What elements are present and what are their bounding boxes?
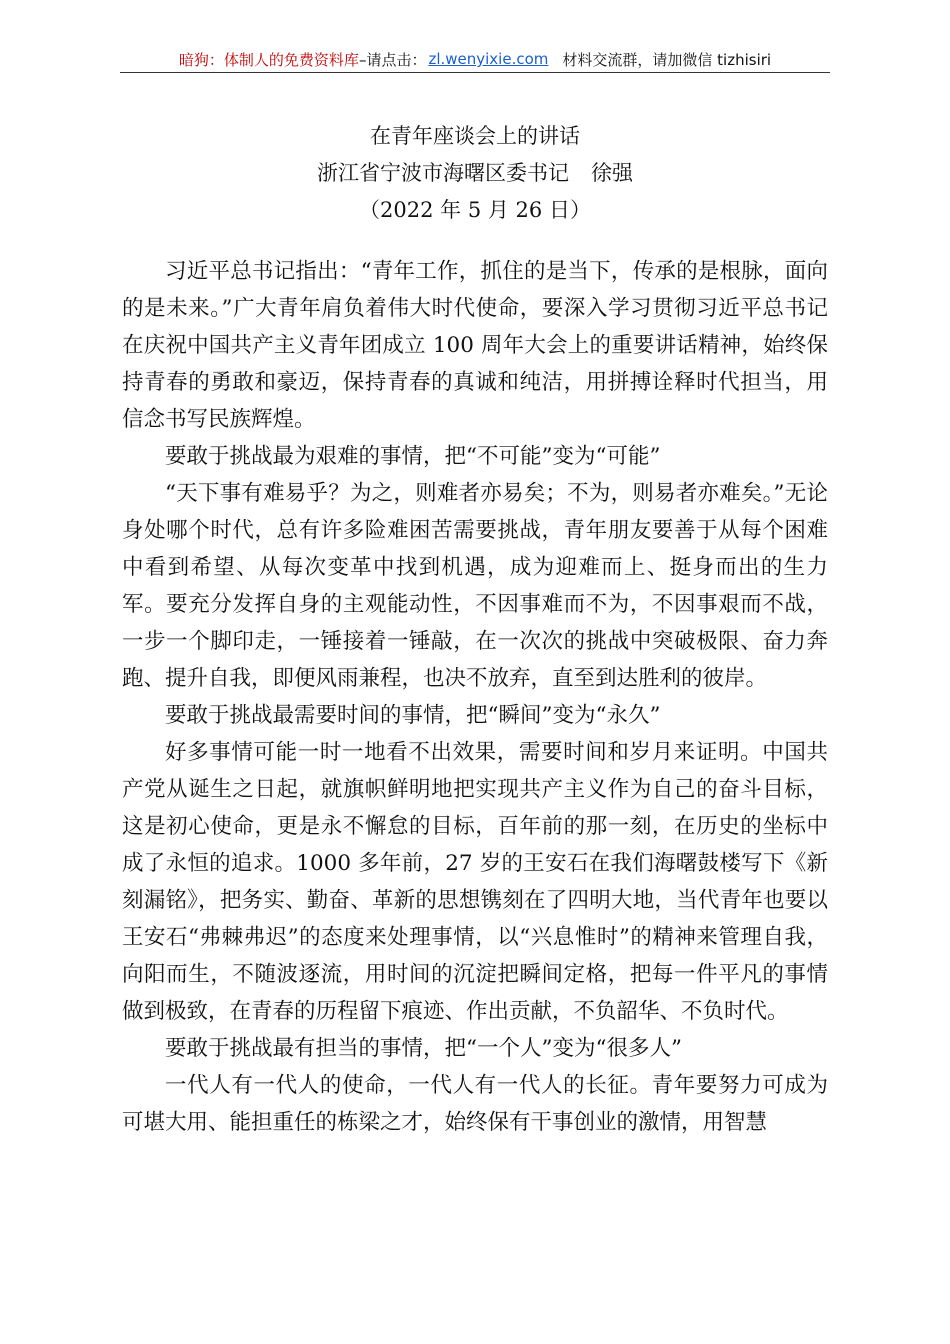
paragraph-intro: 习近平总书记指出：“青年工作，抓住的是当下，传承的是根脉，面向的是未来。”广大青年肩负着伟大时代使命，要深入学习贯彻习近平总书记在庆祝中国共产主义青年团成立 100 周年大会上的重要讲话精神，始终保持青春的勇敢和豪迈，保持青春的真诚和纯洁，用拼搏诠释时代担当，用信念书写民族辉煌。 xyxy=(122,259,828,432)
document-date: （2022 年 5 月 26 日） xyxy=(359,198,591,222)
document-title: 在青年座谈会上的讲话 xyxy=(370,124,580,148)
section-heading-1: 要敢于挑战最为艰难的事情，把“不可能”变为“可能” xyxy=(165,444,661,469)
header-link[interactable]: zl.wenyixie.com xyxy=(428,50,549,68)
header-note: 材料交流群，请加微信 tizhisiri xyxy=(562,50,772,69)
paragraph-3: 一代人有一代人的使命，一代人有一代人的长征。青年要努力可成为可堪大用、能担重任的栋梁之才，始终保有干事创业的激情，用智慧 xyxy=(122,1073,828,1135)
section-heading-3: 要敢于挑战最有担当的事情，把“一个人”变为“很多人” xyxy=(165,1036,682,1061)
paragraph-2: 好多事情可能一时一地看不出效果，需要时间和岁月来证明。中国共产党从诞生之日起，就旗帜鲜明地把实现共产主义作为自己的奋斗目标，这是初心使命，更是永不懈怠的目标，百年前的那一刻，在历史的坐标中成了永恒的追求。1000 多年前，27 岁的王安石在我们海曙鼓楼写下《新刻漏铭》，把务实、勤奋、革新的思想镌刻在了四明大地，当代青年也要以王安石“弗棘弗迟”的态度来处理事情，以“兴息惟时”的精神来管理自我，向阳而生，不随波逐流，用时间的沉淀把瞬间定格，把每一件平凡的事情做到极致，在青春的历程留下痕迹、作出贡献，不负韶华、不负时代。 xyxy=(122,740,828,1024)
page-header xyxy=(120,46,830,73)
document-heading xyxy=(0,118,950,229)
author-role: 浙江省宁波市海曙区委书记 xyxy=(317,161,569,185)
document-author xyxy=(0,155,950,192)
header-prompt: –请点击： xyxy=(358,50,427,69)
section-heading-2: 要敢于挑战最需要时间的事情，把“瞬间”变为“永久” xyxy=(165,703,661,728)
paragraph-1: “天下事有难易乎？为之，则难者亦易矣；不为，则易者亦难矣。”无论身处哪个时代，总有许多险难困苦需要挑战，青年朋友要善于从每个困难中看到希望、从每次变革中找到机遇，成为迎难而上、挺身而出的生力军。要充分发挥自身的主观能动性，不因事难而不为，不因事艰而不战，一步一个脚印走，一锤接着一锤敲，在一次次的挑战中突破极限、奋力奔跑、提升自我，即便风雨兼程，也决不放弃，直至到达胜利的彼岸。 xyxy=(122,481,828,691)
header-brand: 暗狗：体制人的免费资料库 xyxy=(178,50,359,69)
document-body xyxy=(122,253,828,1141)
author-name: 徐强 xyxy=(591,161,633,185)
